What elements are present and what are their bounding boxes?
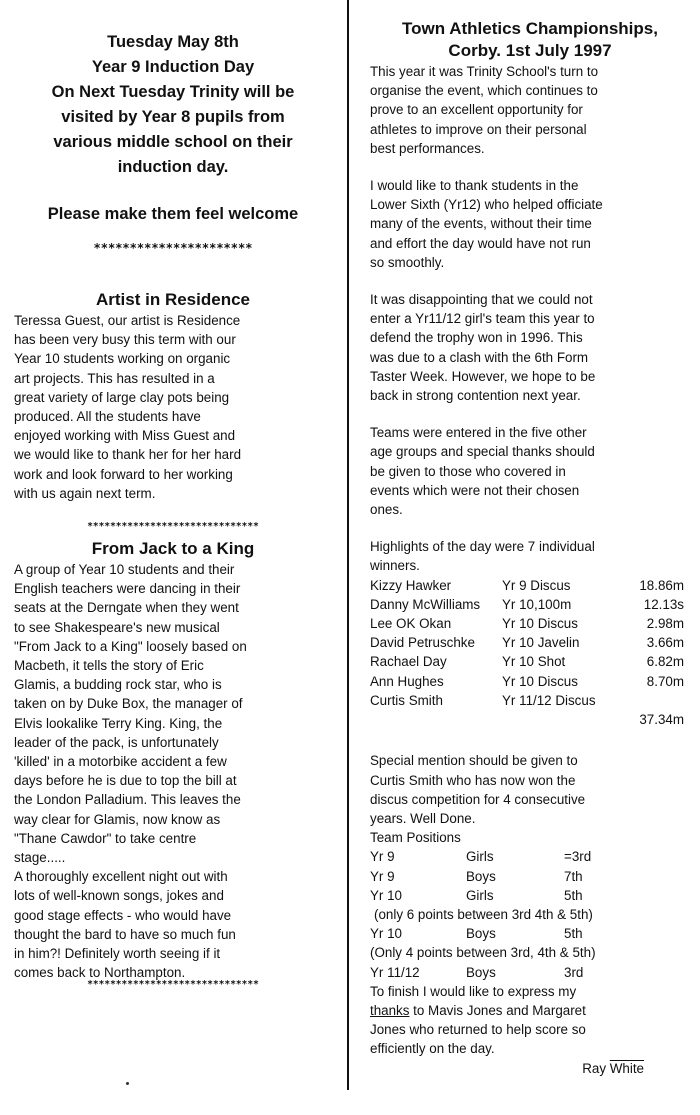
winner-name: Rachael Day — [370, 654, 447, 670]
winner-result: 37.34m — [639, 712, 684, 728]
athletics-heading-1: Town Athletics Championships, — [402, 19, 658, 38]
artist-line: Teressa Guest, our artist is Residence — [14, 313, 241, 328]
finish-line: Jones who returned to help score so — [370, 1022, 586, 1038]
winner-result: 8.70m — [646, 673, 684, 689]
artist-line: has been very busy this term with our — [14, 332, 236, 348]
winner-name: Kizzy Hawker — [370, 577, 452, 593]
artist-line: work and look forward to her working — [14, 466, 233, 482]
team-positions-title: Team Positions — [370, 830, 461, 846]
jack-line: good stage effects - who would have — [14, 907, 232, 923]
jack-line: the London Palladium. This leaves the — [14, 792, 241, 808]
artist-line: with us again next term. — [14, 485, 156, 501]
athletics-special — [370, 751, 690, 828]
position-year: Yr 10 — [370, 887, 403, 903]
intro-line: athletes to improve on their personal — [370, 121, 587, 137]
left-column — [14, 0, 332, 990]
winner-event: Yr 10,100m — [502, 596, 572, 612]
finish-line: efficiently on the day. — [370, 1041, 495, 1057]
position-place: 3rd — [564, 964, 584, 980]
highlights-line: Highlights of the day were 7 individual — [370, 539, 595, 555]
position-row — [370, 924, 690, 943]
intro-line: organise the event, which continues to — [370, 83, 598, 99]
winner-row — [370, 652, 690, 671]
star-divider-1: ********************** — [93, 241, 253, 255]
induction-date: Tuesday May 8th — [107, 33, 239, 51]
jack-line: A thoroughly excellent night out with — [14, 869, 228, 885]
winners-table — [370, 576, 690, 730]
disappointing-line: was due to a clash with the 6th Form — [370, 349, 589, 365]
position-year: Yr 11/12 — [370, 964, 420, 980]
jack-line: to see Shakespeare's new musical — [14, 619, 220, 635]
teams-line: events which were not their chosen — [370, 482, 580, 498]
artist-body — [14, 311, 332, 503]
winner-event: Yr 10 Javelin — [502, 635, 580, 651]
artist-line: enjoyed working with Miss Guest and — [14, 428, 236, 444]
thanks-line: and effort the day would have not run — [370, 235, 591, 251]
thanks-line: so smoothly. — [370, 254, 445, 270]
winner-result: 12.13s — [643, 596, 684, 612]
disappointing-line: back in strong contention next year. — [370, 388, 581, 404]
jack-line: "From Jack to a King" loosely based on — [14, 638, 247, 654]
finish-line — [370, 1001, 690, 1020]
thanks-underlined: thanks — [370, 1002, 410, 1018]
jack-line: English teachers were dancing in their — [14, 581, 241, 597]
signature-first: Ray — [582, 1060, 610, 1076]
signature — [370, 1059, 690, 1078]
winner-name: Danny McWilliams — [370, 596, 481, 612]
winner-name: Lee OK Okan — [370, 616, 452, 632]
jack-line: comes back to Northampton. — [14, 965, 186, 981]
winner-event: Yr 9 Discus — [502, 577, 571, 593]
position-note: (Only 4 points between 3rd, 4th & 5th) — [370, 945, 596, 961]
athletics-thanks — [370, 176, 690, 272]
athletics-heading-2: Corby. 1st July 1997 — [448, 41, 612, 60]
winner-result: 2.98m — [646, 616, 684, 632]
winner-row — [370, 691, 690, 710]
team-positions-table — [370, 847, 690, 981]
teams-line: Teams were entered in the five other — [370, 425, 587, 441]
induction-line1: On Next Tuesday Trinity will be — [51, 83, 295, 101]
special-line: years. Well Done. — [370, 810, 476, 826]
highlights-line: winners. — [370, 558, 420, 574]
winner-event: Yr 11/12 Discus — [502, 692, 596, 708]
position-place: 5th — [564, 926, 583, 942]
jack-line: days before he is due to top the bill at — [14, 773, 237, 789]
stray-dot — [126, 1082, 129, 1085]
special-line: discus competition for 4 consecutive — [370, 791, 586, 807]
star-divider-3: ****************************** — [87, 978, 259, 990]
winner-name: Ann Hughes — [370, 673, 444, 689]
position-group: Boys — [466, 926, 496, 942]
star-divider-2: ****************************** — [87, 521, 259, 533]
winner-result: 3.66m — [646, 635, 684, 651]
position-row — [370, 847, 690, 866]
induction-title: Year 9 Induction Day — [91, 58, 255, 76]
athletics-teams — [370, 423, 690, 519]
finish-line: To finish I would like to express my — [370, 983, 577, 999]
position-row — [370, 963, 690, 982]
jack-line: leader of the pack, is unfortunately — [14, 734, 219, 750]
winner-row — [370, 614, 690, 633]
position-group: Girls — [466, 849, 494, 865]
position-group: Girls — [466, 887, 494, 903]
winner-row — [370, 595, 690, 614]
winner-event: Yr 10 Discus — [502, 673, 578, 689]
position-year: Yr 9 — [370, 849, 395, 865]
winner-event: Yr 10 Shot — [502, 654, 566, 670]
right-column — [370, 0, 690, 1078]
jack-line: in him?! Definitely worth seeing if it — [14, 946, 221, 962]
disappointing-line: enter a Yr11/12 girl's team this year to — [370, 311, 595, 327]
position-place: =3rd — [564, 849, 592, 865]
artist-line: art projects. This has resulted in a — [14, 370, 215, 386]
jack-line: taken on by Duke Box, the manager of — [14, 696, 243, 712]
artist-line: great variety of large clay pots being — [14, 389, 230, 405]
jack-body — [14, 560, 332, 982]
winner-row-continued — [370, 710, 690, 729]
position-place: 5th — [564, 887, 583, 903]
position-row — [370, 886, 690, 905]
signature-last: White — [609, 1060, 644, 1076]
jack-line: way clear for Glamis, now know as — [14, 811, 221, 827]
intro-line: prove to an excellent opportunity for — [370, 102, 583, 118]
jack-line: "Thane Cawdor" to take centre — [14, 830, 197, 846]
position-year: Yr 10 — [370, 926, 403, 942]
position-note: (only 6 points between 3rd 4th & 5th) — [374, 906, 593, 922]
artist-line: we would like to thank her for her hard — [14, 447, 242, 463]
winner-row — [370, 576, 690, 595]
position-place: 7th — [564, 868, 583, 884]
athletics-intro — [370, 62, 690, 158]
winner-row — [370, 633, 690, 652]
winner-result: 6.82m — [646, 654, 684, 670]
jack-line: Glamis, a budding rock star, who is — [14, 677, 222, 693]
disappointing-line: It was disappointing that we could not — [370, 292, 593, 308]
position-row — [370, 867, 690, 886]
winner-name: David Petruschke — [370, 635, 475, 651]
jack-line: seats at the Derngate when they went — [14, 600, 239, 616]
jack-heading: From Jack to a King — [91, 539, 255, 559]
jack-line: A group of Year 10 students and their — [14, 562, 235, 578]
column-divider — [347, 0, 349, 1090]
thanks-line: many of the events, without their time — [370, 216, 592, 232]
disappointing-line: defend the trophy won in 1996. This — [370, 330, 583, 346]
thanks-line: Lower Sixth (Yr12) who helped officiate — [370, 197, 603, 213]
teams-line: be given to those who covered in — [370, 463, 566, 479]
teams-line: age groups and special thanks should — [370, 444, 595, 460]
intro-line: This year it was Trinity School's turn to — [370, 64, 599, 79]
winner-name: Curtis Smith — [370, 692, 443, 708]
finish-line-rest: to Mavis Jones and Margaret — [409, 1002, 586, 1018]
artist-heading: Artist in Residence — [96, 290, 250, 309]
induction-welcome: Please make them feel welcome — [47, 205, 299, 223]
artist-line: produced. All the students have — [14, 409, 201, 425]
special-line: Special mention should be given to — [370, 753, 578, 769]
position-group: Boys — [466, 964, 496, 980]
jack-line: thought the bard to have so much fun — [14, 926, 236, 942]
jack-line: stage..... — [14, 850, 66, 866]
athletics-disappointing — [370, 290, 690, 405]
winner-event: Yr 10 Discus — [502, 616, 578, 632]
jack-line: Elvis lookalike Terry King. King, the — [14, 715, 223, 731]
position-group: Boys — [466, 868, 496, 884]
athletics-highlights — [370, 537, 690, 575]
winner-row — [370, 672, 690, 691]
special-line: Curtis Smith who has now won the — [370, 772, 576, 788]
winner-result: 18.86m — [639, 577, 684, 593]
intro-line: best performances. — [370, 140, 485, 156]
teams-line: ones. — [370, 502, 403, 518]
disappointing-line: Taster Week. However, we hope to be — [370, 368, 596, 384]
artist-line: Year 10 students working on organic — [14, 351, 231, 367]
athletics-finish — [370, 982, 690, 1059]
induction-line2: visited by Year 8 pupils from — [61, 108, 285, 126]
position-year: Yr 9 — [370, 868, 395, 884]
jack-line: Macbeth, it tells the story of Eric — [14, 658, 204, 674]
jack-line: 'killed' in a motorbike accident a few — [14, 754, 227, 770]
induction-line4: induction day. — [117, 158, 229, 176]
jack-line: lots of well-known songs, jokes and — [14, 888, 224, 904]
induction-line3: various middle school on their — [53, 133, 293, 151]
thanks-line: I would like to thank students in the — [370, 178, 579, 194]
